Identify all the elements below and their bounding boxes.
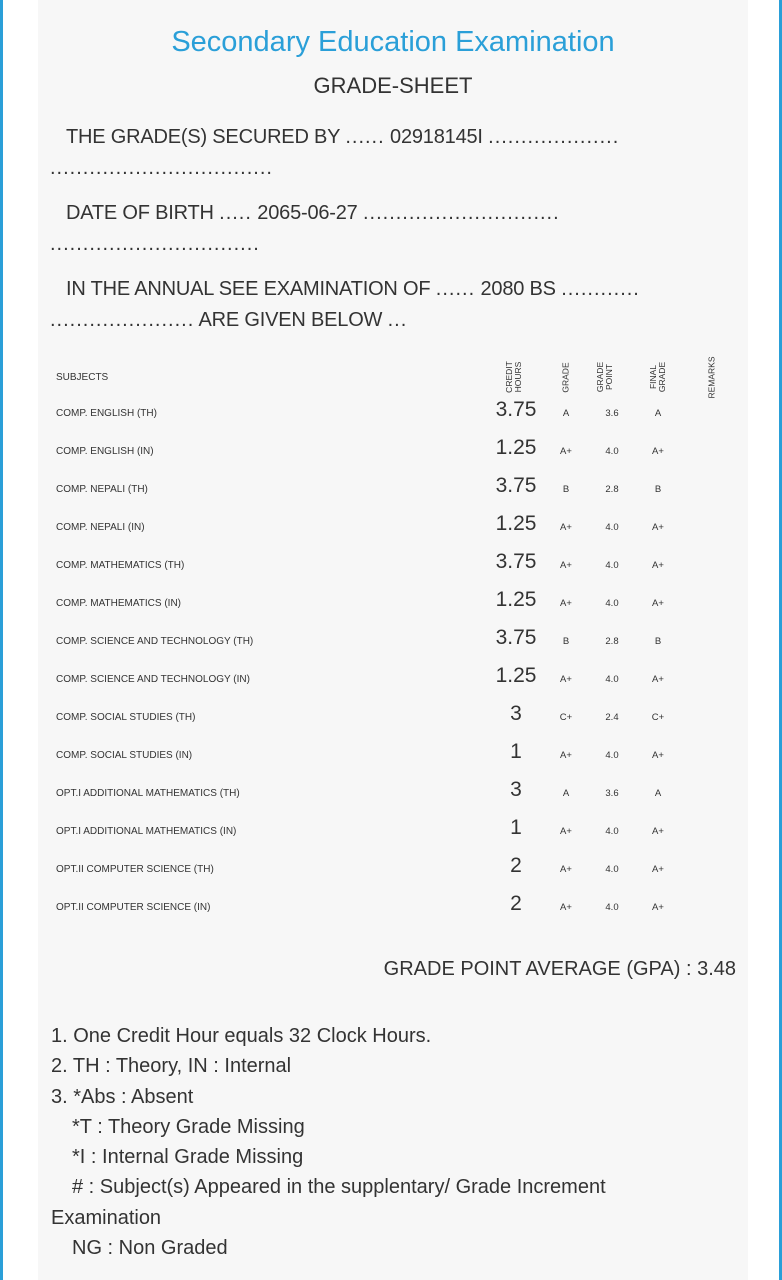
- grade-point-cell: 2.4: [605, 712, 619, 723]
- final-grade-cell: A+: [652, 522, 664, 533]
- symbol-number: 02918145I: [390, 126, 483, 148]
- grade-point-cell: 4.0: [605, 750, 619, 761]
- note-internal-missing: *I : Internal Grade Missing: [72, 1146, 304, 1169]
- credit-cell: 2: [510, 854, 522, 877]
- final-grade-cell: B: [654, 636, 662, 647]
- grade-header: GRADE: [560, 361, 571, 393]
- dob-label: DATE OF BIRTH: [66, 202, 214, 224]
- subjects-header: SUBJECTS: [56, 372, 109, 383]
- final-grade-cell: A+: [652, 446, 664, 457]
- final-grade-cell: B: [654, 484, 662, 495]
- grade-cell: A+: [560, 750, 572, 761]
- credit-cell: 3.75: [495, 398, 537, 421]
- subject-cell: OPT.I ADDITIONAL MATHEMATICS (IN): [56, 826, 237, 837]
- gpa-summary: GRADE POINT AVERAGE (GPA) : 3.48: [383, 958, 736, 980]
- table-row: [38, 852, 748, 890]
- credit-cell: 3.75: [495, 474, 537, 497]
- grade-point-cell: 4.0: [605, 446, 619, 457]
- table-row: [38, 434, 748, 472]
- grade-point-cell: 4.0: [605, 560, 619, 571]
- final-grade-cell: A+: [652, 560, 664, 571]
- final-grade-cell: A+: [652, 598, 664, 609]
- subject-cell: COMP. SOCIAL STUDIES (TH): [56, 712, 196, 723]
- subject-cell: OPT.I ADDITIONAL MATHEMATICS (TH): [56, 788, 240, 799]
- credit-cell: 3: [510, 778, 522, 801]
- grade-cell: A+: [560, 598, 572, 609]
- left-edge-bar: [0, 0, 3, 1280]
- table-row: [38, 776, 748, 814]
- secured-by-line: THE GRADE(S) SECURED BY ...... 02918145I .................... ..................................: [50, 126, 620, 179]
- grade-cell: A: [562, 408, 570, 419]
- credit-cell: 1: [510, 816, 522, 839]
- table-row: [38, 738, 748, 776]
- table-row: [38, 814, 748, 852]
- note-supplementary: # : Subject(s) Appeared in the supplentary/ Grade Increment: [72, 1176, 606, 1199]
- final-grade-cell: A+: [652, 750, 664, 761]
- exam-year: 2080 BS: [480, 278, 556, 300]
- note-theory-missing: *T : Theory Grade Missing: [72, 1115, 305, 1138]
- exam-label: IN THE ANNUAL SEE EXAMINATION OF: [66, 278, 431, 300]
- subject-cell: COMP. NEPALI (IN): [56, 522, 145, 533]
- exam-line: IN THE ANNUAL SEE EXAMINATION OF ...... 2080 BS ............ ...................... ARE GIVEN BELOW ...: [50, 278, 640, 331]
- subject-cell: COMP. MATHEMATICS (TH): [56, 560, 185, 571]
- credit-cell: 1.25: [495, 588, 537, 611]
- subject-cell: OPT.II COMPUTER SCIENCE (IN): [56, 902, 211, 913]
- subject-cell: COMP. SOCIAL STUDIES (IN): [56, 750, 193, 761]
- note-non-graded: NG : Non Graded: [72, 1237, 228, 1260]
- note-credit-hour: 1. One Credit Hour equals 32 Clock Hours.: [51, 1025, 432, 1047]
- final-grade-cell: A: [654, 788, 662, 799]
- grade-point-cell: 3.6: [605, 788, 619, 799]
- grade-point-cell: 2.8: [605, 636, 619, 647]
- credit-cell: 1.25: [495, 512, 537, 535]
- final-grade-cell: A+: [652, 674, 664, 685]
- grade-point-cell: 4.0: [605, 826, 619, 837]
- grade-point-cell: 4.0: [605, 902, 619, 913]
- grade-sheet: [38, 0, 748, 1280]
- subject-cell: COMP. SCIENCE AND TECHNOLOGY (IN): [56, 674, 250, 685]
- subject-cell: COMP. SCIENCE AND TECHNOLOGY (TH): [56, 636, 254, 647]
- subject-cell: OPT.II COMPUTER SCIENCE (TH): [56, 864, 214, 875]
- note-absent: 3. *Abs : Absent: [51, 1085, 194, 1108]
- credit-cell: 1.25: [495, 436, 537, 459]
- remarks-header: REMARKS: [706, 355, 717, 399]
- table-row: [38, 624, 748, 662]
- notes-section: [51, 1021, 741, 1263]
- credit-hours-header: CREDIT HOURS: [504, 361, 524, 393]
- final-grade-cell: C+: [651, 712, 665, 723]
- final-grade-cell: A+: [652, 864, 664, 875]
- grade-cell: A+: [560, 522, 572, 533]
- grade-point-cell: 3.6: [605, 408, 619, 419]
- credit-cell: 3.75: [495, 626, 537, 649]
- grade-point-cell: 4.0: [605, 598, 619, 609]
- dob-line: DATE OF BIRTH ..... 2065-06-27 .............................. ................................: [50, 202, 560, 255]
- grade-cell: B: [562, 484, 570, 495]
- grade-cell: A+: [560, 826, 572, 837]
- credit-cell: 1.25: [495, 664, 537, 687]
- dob-value: 2065-06-27: [257, 202, 358, 224]
- table-row: [38, 510, 748, 548]
- grade-point-cell: 4.0: [605, 864, 619, 875]
- grade-cell: A+: [560, 864, 572, 875]
- table-row: [38, 586, 748, 624]
- note-examination: Examination: [51, 1206, 162, 1229]
- credit-cell: 3: [510, 702, 522, 725]
- final-grade-cell: A+: [652, 902, 664, 913]
- final-grade-cell: A: [654, 408, 662, 419]
- credit-cell: 1: [510, 740, 522, 763]
- grade-cell: A+: [560, 560, 572, 571]
- final-grade-header: FINAL GRADE: [648, 361, 668, 393]
- note-th-in: 2. TH : Theory, IN : Internal: [51, 1055, 292, 1078]
- subject-cell: COMP. ENGLISH (TH): [56, 408, 157, 419]
- credit-cell: 2: [510, 892, 522, 915]
- table-row: [38, 890, 748, 928]
- grade-point-cell: 4.0: [605, 522, 619, 533]
- grade-cell: B: [562, 636, 570, 647]
- exam-title: Secondary Education Examination: [171, 26, 615, 58]
- table-row: [38, 548, 748, 586]
- table-row: [38, 396, 748, 434]
- grade-cell: C+: [559, 712, 573, 723]
- grade-point-header: GRADE POINT: [595, 361, 615, 393]
- subject-cell: COMP. MATHEMATICS (IN): [56, 598, 181, 609]
- table-row: [38, 662, 748, 700]
- grade-point-cell: 4.0: [605, 674, 619, 685]
- final-grade-cell: A+: [652, 826, 664, 837]
- grade-cell: A+: [560, 446, 572, 457]
- table-row: [38, 700, 748, 738]
- secured-by-label: THE GRADE(S) SECURED BY: [66, 126, 340, 148]
- credit-cell: 3.75: [495, 550, 537, 573]
- grade-cell: A: [562, 788, 570, 799]
- table-row: [38, 472, 748, 510]
- subject-cell: COMP. NEPALI (TH): [56, 484, 148, 495]
- sheet-subtitle: GRADE-SHEET: [313, 73, 473, 98]
- grade-cell: A+: [560, 674, 572, 685]
- given-below-label: ARE GIVEN BELOW: [198, 309, 383, 331]
- grade-point-cell: 2.8: [605, 484, 619, 495]
- subject-cell: COMP. ENGLISH (IN): [56, 446, 154, 457]
- grade-cell: A+: [560, 902, 572, 913]
